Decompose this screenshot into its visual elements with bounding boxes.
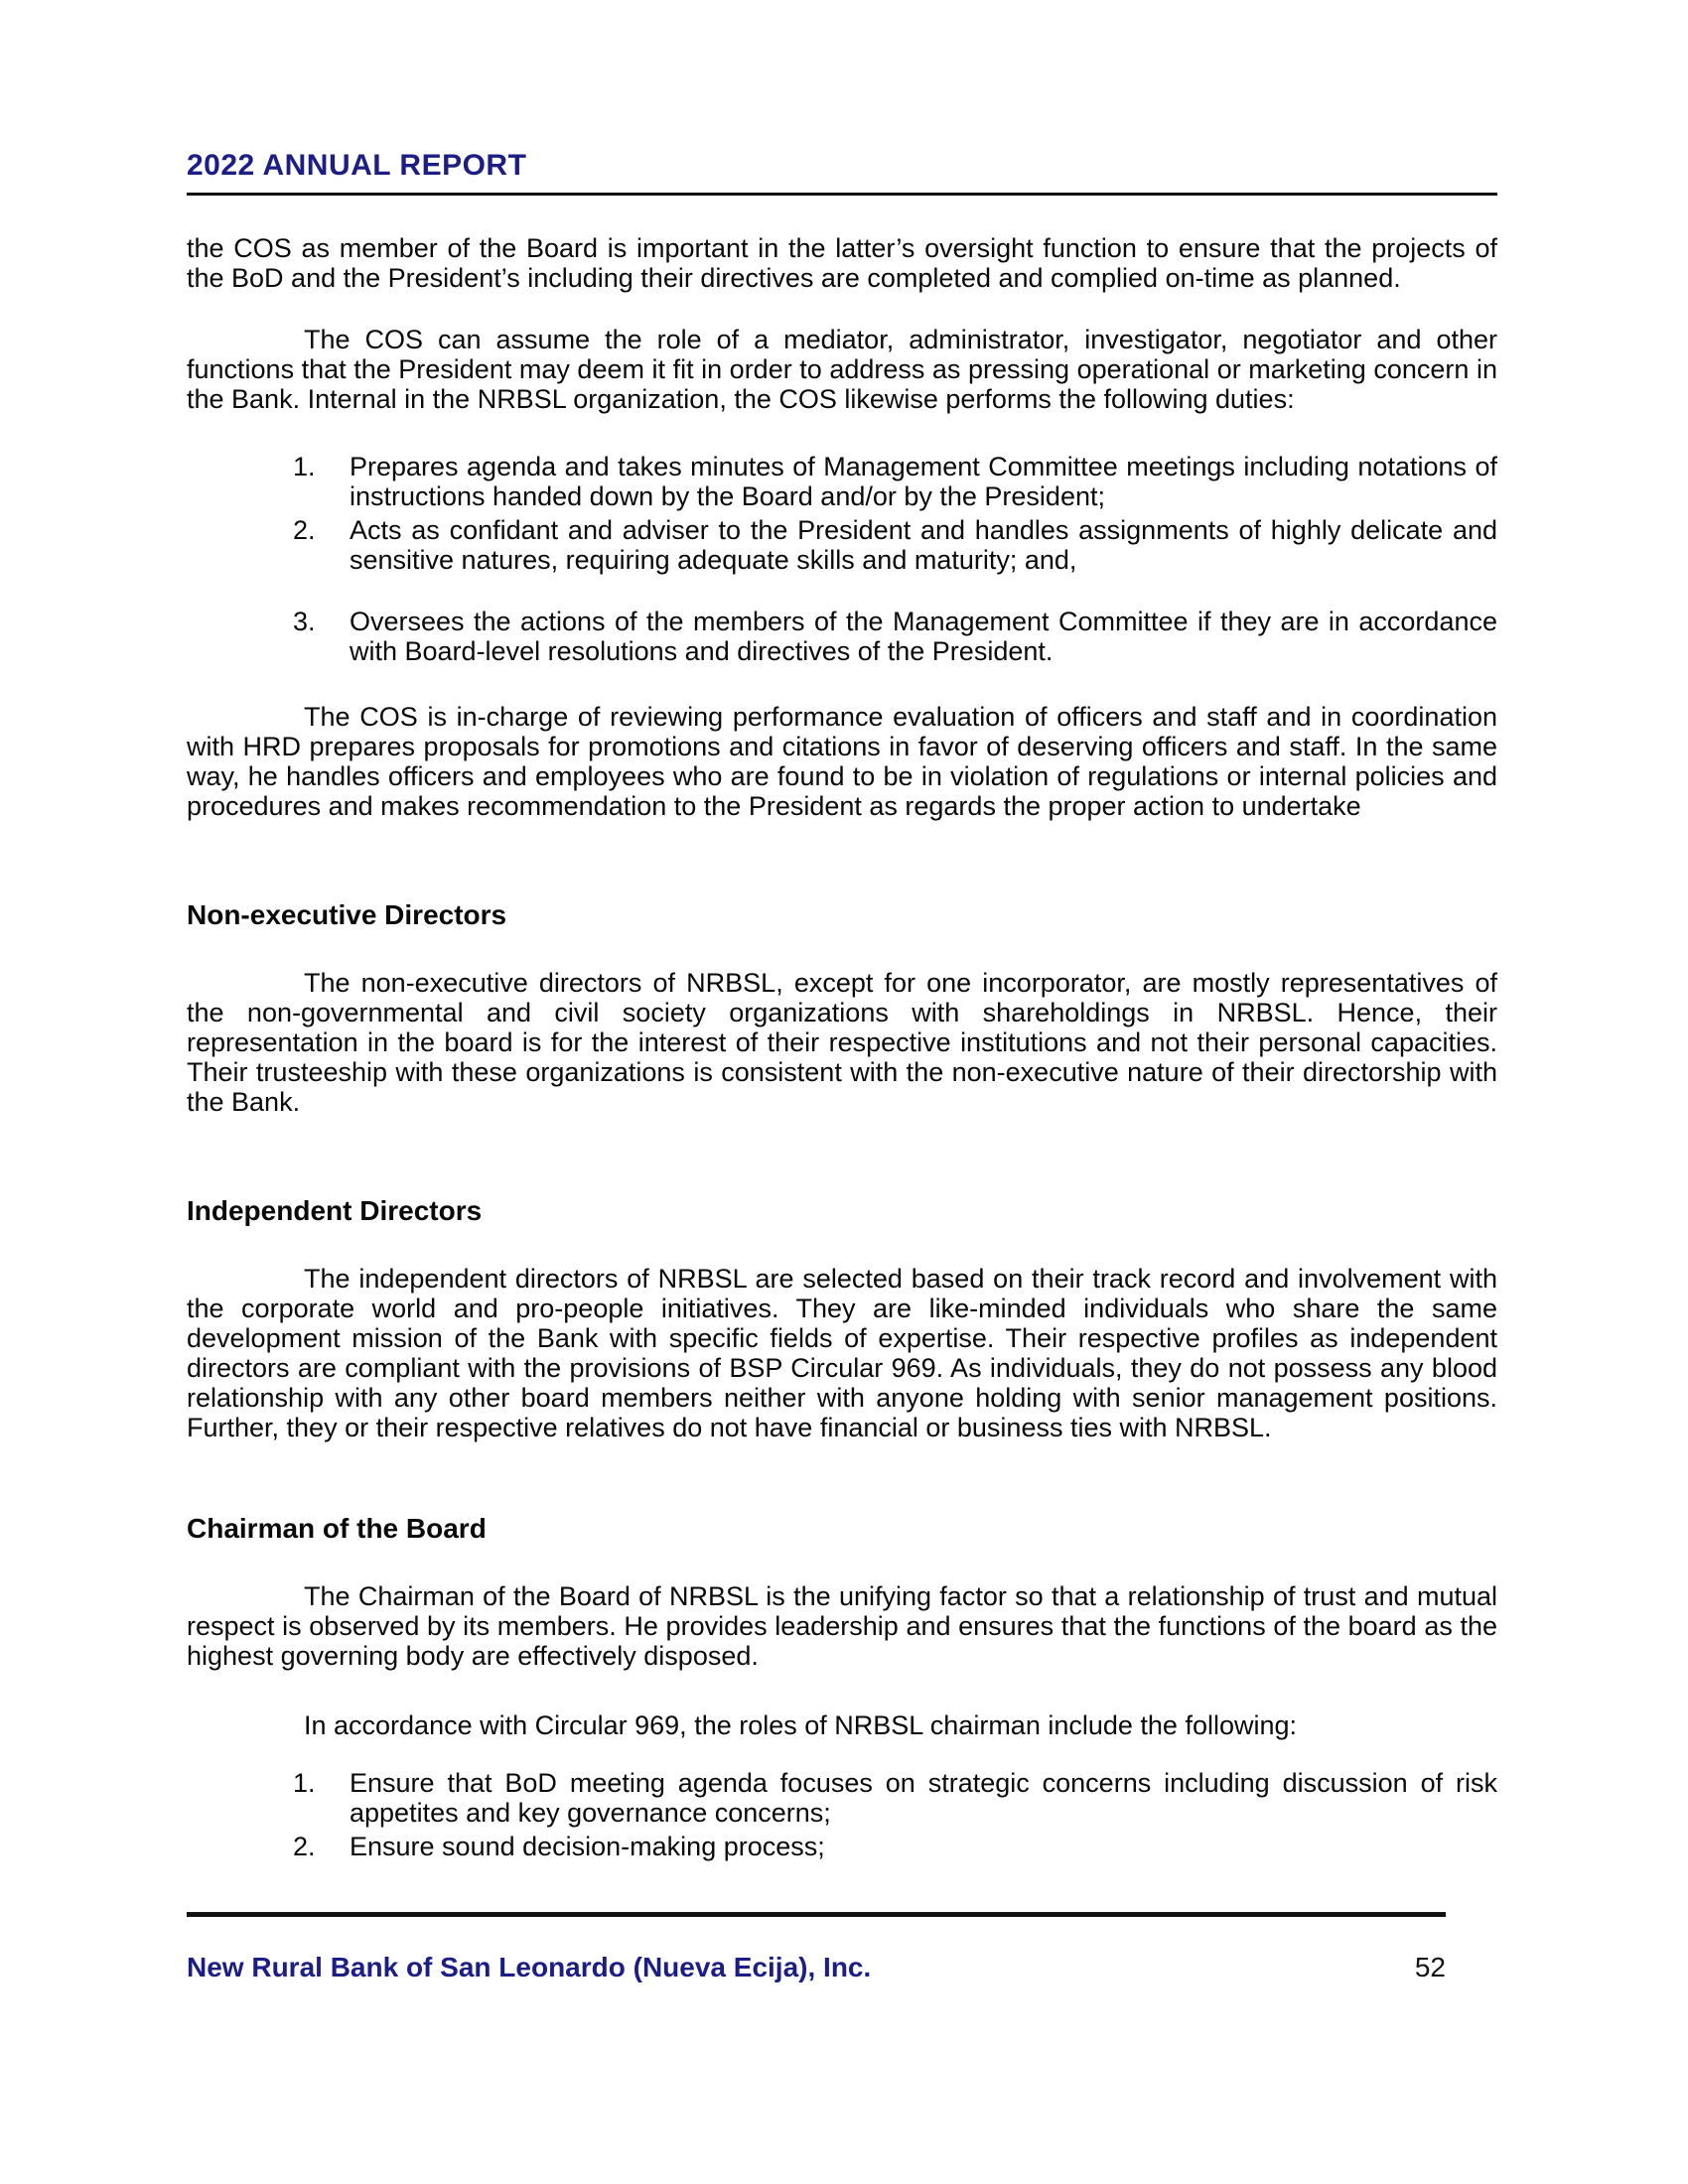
page-content bbox=[187, 151, 1497, 1861]
paragraph-roles-intro: In accordance with Circular 969, the roles of NRBSL chairman include the following: bbox=[304, 1710, 1298, 1740]
list-item bbox=[293, 452, 1497, 511]
list-item-number: 2. bbox=[293, 1832, 316, 1861]
list-item-text: Acts as confidant and adviser to the President and handles assignments of highly delicate and sensitive natures, requiring adequate skills and maturity; and, bbox=[350, 515, 1497, 575]
duties-list bbox=[187, 452, 1497, 666]
footer-rule bbox=[187, 1912, 1446, 1917]
section-heading-chairman-of-the-board: Chairman of the Board bbox=[187, 1513, 487, 1544]
chairman-roles-list bbox=[187, 1768, 1497, 1861]
paragraph-independent-directors: The independent directors of NRBSL are selected based on their track record and involvement with the corporate world and pro-people initiatives. They are like-minded individuals who share the same development mission of the Bank with specific fields of expertise. Their respective profiles as independent directors are compliant with the provisions of BSP Circular 969. As individuals, they do not possess any blood relationship with any other board members neither with anyone holding with senior management positions. Further, they or their respective relatives do not have financial or business ties with NRBSL. bbox=[187, 1264, 1497, 1442]
report-header-title: 2022 ANNUAL REPORT bbox=[187, 149, 527, 182]
page-footer bbox=[187, 1952, 1446, 1983]
list-item-number: 3. bbox=[293, 607, 316, 636]
paragraph-non-executive-directors: The non-executive directors of NRBSL, except for one incorporator, are mostly representatives of the non-governmental and civil society organizations with shareholdings in NRBSL. Hence, their representation in the board is for the interest of their respective institutions and not their personal capacities. Their trusteeship with these organizations is consistent with the non-executive nature of their directorship with the Bank. bbox=[187, 968, 1497, 1117]
paragraph-cos-roles: The COS can assume the role of a mediator, administrator, investigator, negotiator and other functions that the President may deem it fit in order to address as pressing operational or marketing concern in the Bank. Internal in the NRBSL organization, the COS likewise performs the following duties: bbox=[187, 325, 1497, 414]
list-item-number: 2. bbox=[293, 515, 316, 545]
list-item bbox=[293, 515, 1497, 575]
paragraph-chairman-of-the-board: The Chairman of the Board of NRBSL is the unifying factor so that a relationship of trust and mutual respect is observed by its members. He provides leadership and ensures that the functions of the board as the highest governing body are effectively disposed. bbox=[187, 1581, 1497, 1671]
list-item-number: 1. bbox=[293, 452, 316, 481]
header-rule bbox=[187, 193, 1497, 196]
footer-page-number: 52 bbox=[1414, 1952, 1446, 1982]
list-item-number: 1. bbox=[293, 1768, 316, 1798]
list-item-text: Oversees the actions of the members of the Management Committee if they are in accordance with Board-level resolutions and directives of the President. bbox=[350, 607, 1497, 666]
list-item-text: Ensure sound decision-making process; bbox=[350, 1832, 825, 1861]
list-item bbox=[293, 1832, 1497, 1861]
list-item-text: Prepares agenda and takes minutes of Management Committee meetings including notations of instructions handed down by the Board and/or by the President; bbox=[350, 452, 1497, 511]
list-item bbox=[293, 607, 1497, 666]
section-heading-independent-directors: Independent Directors bbox=[187, 1195, 483, 1226]
footer-bank-name: New Rural Bank of San Leonardo (Nueva Ecija), Inc. bbox=[187, 1952, 872, 1982]
list-item-text: Ensure that BoD meeting agenda focuses on strategic concerns including discussion of risk appetites and key governance concerns; bbox=[350, 1768, 1497, 1828]
paragraph-continuation: the COS as member of the Board is important in the latter’s oversight function to ensure that the projects of the BoD and the President’s including their directives are completed and complied on-time as planned. bbox=[187, 233, 1497, 293]
section-heading-non-executive-directors: Non-executive Directors bbox=[187, 899, 507, 930]
paragraph-cos-incharge: The COS is in-charge of reviewing performance evaluation of officers and staff and in coordination with HRD prepares proposals for promotions and citations in favor of deserving officers and staff. In the same way, he handles officers and employees who are found to be in violation of regulations or internal policies and procedures and makes recommendation to the President as regards the proper action to undertake bbox=[187, 702, 1497, 821]
list-item bbox=[293, 1768, 1497, 1828]
